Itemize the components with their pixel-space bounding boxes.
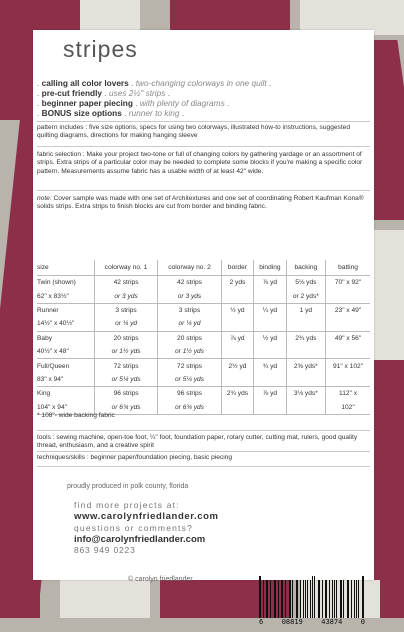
table-cell: Runner bbox=[37, 303, 94, 317]
table-row bbox=[37, 289, 370, 303]
table-cell: or 6¾ yds bbox=[158, 401, 221, 415]
table-cell bbox=[326, 373, 370, 387]
barcode-bar bbox=[343, 580, 344, 618]
table-cell bbox=[286, 345, 325, 359]
table-cell: 2¾ yds bbox=[221, 387, 253, 401]
table-cell: 3 strips bbox=[94, 303, 157, 317]
table-cell bbox=[254, 373, 286, 387]
table-cell bbox=[221, 317, 253, 331]
barcode-bar bbox=[332, 580, 333, 618]
table-cell: or ¼ yd bbox=[158, 317, 221, 331]
table-cell: or ¼ yd bbox=[94, 317, 157, 331]
table-cell: 42 strips bbox=[158, 276, 221, 290]
produced-in-text: proudly produced in polk county, florida bbox=[67, 483, 188, 490]
skills-text: techniques/skills : beginner paper/foundation piecing, basic piecing bbox=[37, 454, 370, 462]
pattern-includes-text: pattern includes : five size options, specs for using two colorways, illustrated how-to instructions, suggested quilting diagrams, directions for making hanging sleeve bbox=[37, 124, 370, 141]
table-cell: 20 strips bbox=[158, 331, 221, 345]
table-row bbox=[37, 359, 370, 373]
barcode-bar bbox=[274, 580, 275, 618]
feature-item: . beginner paper piecing . with plenty of diagrams . bbox=[37, 98, 367, 108]
table-cell: 1 yd bbox=[286, 303, 325, 317]
table-cell: Baby bbox=[37, 331, 94, 345]
divider bbox=[37, 430, 370, 431]
barcode-bar bbox=[300, 580, 301, 618]
table-cell bbox=[221, 289, 253, 303]
table-header-row bbox=[37, 260, 370, 276]
table-cell: ¼ yd bbox=[254, 303, 286, 317]
table-cell: 42 strips bbox=[94, 276, 157, 290]
barcode-bar bbox=[358, 580, 359, 618]
table-cell: or 5¼ yds bbox=[158, 373, 221, 387]
barcode-bars bbox=[259, 576, 365, 618]
column-header: binding bbox=[254, 260, 286, 276]
table-row bbox=[37, 303, 370, 317]
table-cell: ½ yd bbox=[221, 303, 253, 317]
table-cell bbox=[326, 317, 370, 331]
table-cell: ½ yd bbox=[254, 331, 286, 345]
divider bbox=[37, 190, 370, 191]
table-cell: 3 strips bbox=[158, 303, 221, 317]
table-cell: 40½" x 48" bbox=[37, 345, 94, 359]
tools-text: tools : sewing machine, open-toe foot, ¼" foot, foundation paper, rotary cutter, cutting mat, rulers, good quality thread, enthusiasm, and a creative spirit bbox=[37, 434, 370, 451]
column-header: size bbox=[37, 260, 94, 276]
barcode-digits: 6 08819 43874 0 bbox=[259, 618, 365, 626]
table-cell: or 3 yds bbox=[158, 289, 221, 303]
table-cell: 102" bbox=[326, 401, 370, 415]
barcode-bar bbox=[325, 580, 326, 618]
table-cell: 23" x 49" bbox=[326, 303, 370, 317]
divider bbox=[37, 466, 370, 467]
table-cell: Full/Queen bbox=[37, 359, 94, 373]
column-header: colorway no. 2 bbox=[158, 260, 221, 276]
table-cell: or 5¼ yds bbox=[94, 373, 157, 387]
table-row bbox=[37, 331, 370, 345]
table-cell: 96 strips bbox=[158, 387, 221, 401]
table-row bbox=[37, 387, 370, 401]
table-cell: 2¾ yds bbox=[286, 331, 325, 345]
barcode-bar bbox=[282, 580, 283, 618]
size-chart-table bbox=[37, 260, 370, 415]
divider bbox=[37, 451, 370, 452]
barcode-bar bbox=[347, 580, 348, 618]
barcode-bar bbox=[297, 580, 298, 618]
feature-list bbox=[37, 78, 367, 118]
table-cell: 5⅛ yds bbox=[286, 276, 325, 290]
table-row bbox=[37, 317, 370, 331]
table-cell: or 1½ yds bbox=[158, 345, 221, 359]
copyright-text: © carolyn friedlander bbox=[128, 576, 193, 583]
table-cell: 70" x 92" bbox=[326, 276, 370, 290]
table-cell: King bbox=[37, 387, 94, 401]
table-cell bbox=[326, 289, 370, 303]
table-cell: Twin (shown) bbox=[37, 276, 94, 290]
table-row bbox=[37, 373, 370, 387]
table-cell: 62" x 83½" bbox=[37, 289, 94, 303]
barcode-bar bbox=[285, 580, 286, 618]
table-cell: 49" x 56" bbox=[326, 331, 370, 345]
feature-item: . pre-cut friendly . uses 2½" strips . bbox=[37, 88, 367, 98]
table-cell: 3⅛ yds* bbox=[286, 387, 325, 401]
table-cell bbox=[254, 289, 286, 303]
barcode-bar bbox=[318, 580, 319, 618]
column-header: colorway no. 1 bbox=[94, 260, 157, 276]
table-cell: ⅞ yd bbox=[254, 276, 286, 290]
table-cell: 72 strips bbox=[158, 359, 221, 373]
barcode bbox=[259, 576, 365, 632]
barcode-bar bbox=[275, 580, 276, 618]
website-link[interactable]: www.carolynfriedlander.com bbox=[74, 511, 219, 523]
column-header: border bbox=[221, 260, 253, 276]
pattern-back-cover bbox=[33, 30, 374, 580]
barcode-bar bbox=[314, 576, 315, 618]
fabric-selection-text: fabric selection : Make your project two-tone or full of changing colors by gathering yardage or an assortment of strips. Extra strips of a particular color may be needed to complete some blocks if you're making a specific color pattern. Measurements assume fabric has a usable width of at least 42" wide. bbox=[37, 151, 370, 176]
table-cell: or 2 yds* bbox=[286, 289, 325, 303]
email-link[interactable]: info@carolynfriedlander.com bbox=[74, 534, 219, 545]
table-cell: 2½ yd bbox=[221, 359, 253, 373]
barcode-bar bbox=[292, 580, 293, 618]
note-text: note: Cover sample was made with one set of Architextures and one set of coordinating Robert Kaufman Kona® solids strips. Extra strips to finish blocks are cut from border and binding fabric. bbox=[37, 195, 370, 212]
table-cell: 104" x 94" bbox=[37, 401, 94, 415]
backing-footnote: * 108"- wide backing fabric bbox=[37, 412, 115, 419]
table-cell: or 3 yds bbox=[94, 289, 157, 303]
find-more-label: find more projects at: bbox=[74, 500, 219, 511]
feature-item: . BONUS size options . runner to king . bbox=[37, 108, 367, 118]
table-cell bbox=[286, 317, 325, 331]
table-cell: 20 strips bbox=[94, 331, 157, 345]
phone-number: 863 949 0223 bbox=[74, 545, 219, 556]
table-row bbox=[37, 276, 370, 290]
barcode-bar bbox=[351, 580, 352, 618]
feature-item: . calling all color lovers . two-changing colorways in one quilt . bbox=[37, 78, 367, 88]
barcode-bar bbox=[336, 580, 337, 618]
table-cell: or 1½ yds bbox=[94, 345, 157, 359]
table-cell: 14½" x 40½" bbox=[37, 317, 94, 331]
table-cell: ⅞ yd bbox=[254, 387, 286, 401]
table-row bbox=[37, 345, 370, 359]
barcode-bar bbox=[310, 580, 311, 618]
table-cell bbox=[221, 401, 253, 415]
table-cell bbox=[254, 401, 286, 415]
table-cell: 91" x 102" bbox=[326, 359, 370, 373]
table-cell bbox=[286, 373, 325, 387]
table-cell: 72 strips bbox=[94, 359, 157, 373]
table-cell: or 6¾ yds bbox=[94, 401, 157, 415]
table-cell bbox=[221, 345, 253, 359]
pattern-title: stripes bbox=[63, 36, 138, 63]
column-header: batting bbox=[326, 260, 370, 276]
table-cell bbox=[221, 373, 253, 387]
barcode-bar bbox=[267, 580, 268, 618]
divider bbox=[37, 121, 370, 122]
divider bbox=[37, 146, 370, 147]
table-cell bbox=[254, 317, 286, 331]
barcode-bar bbox=[260, 576, 261, 618]
table-cell: 112" x bbox=[326, 387, 370, 401]
contact-block bbox=[74, 500, 219, 556]
table-cell: ¾ yd bbox=[254, 359, 286, 373]
column-header: backing bbox=[286, 260, 325, 276]
table-cell bbox=[326, 345, 370, 359]
table-cell: 96 strips bbox=[94, 387, 157, 401]
table-cell: ⅞ yd bbox=[221, 331, 253, 345]
table-cell bbox=[286, 401, 325, 415]
questions-label: questions or comments? bbox=[74, 523, 219, 534]
table-cell: 83" x 94" bbox=[37, 373, 94, 387]
table-cell bbox=[254, 345, 286, 359]
table-cell: 2 yds bbox=[221, 276, 253, 290]
table-cell: 2⅝ yds* bbox=[286, 359, 325, 373]
